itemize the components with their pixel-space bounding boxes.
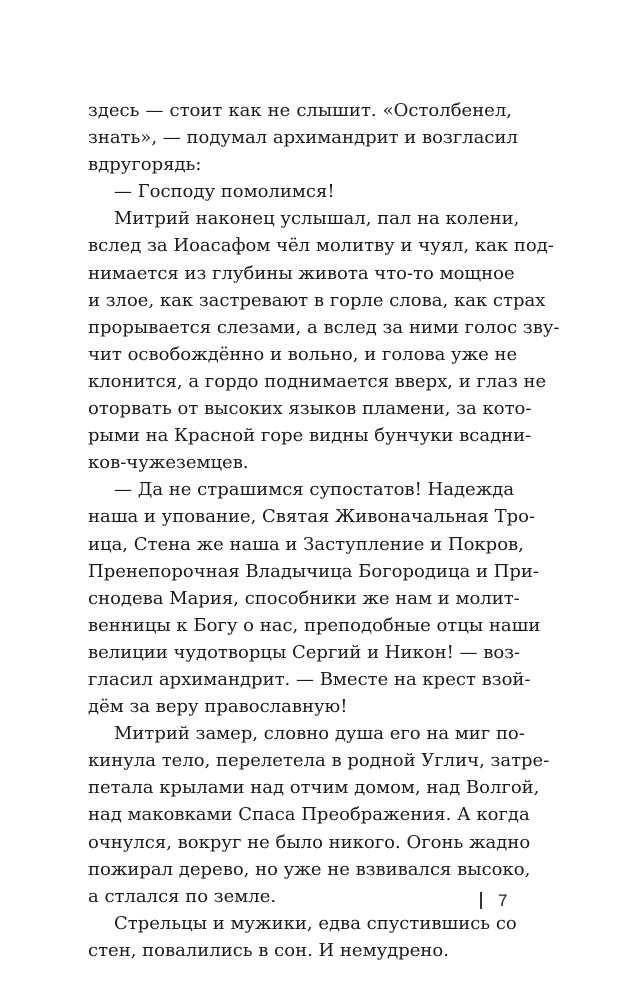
text-line: стен, повалились в сон. И немудрено. (88, 939, 449, 961)
folio-divider (480, 892, 482, 909)
text-line: дём за веру православную! (88, 696, 348, 718)
text-line: пожирал дерево, но уже не взвивался высоко, (88, 858, 531, 880)
text-line: Митрий наконец услышал, пал на колени, (114, 208, 520, 230)
text-line: — Господу помолимся! (114, 181, 335, 203)
text-line: чит освобождённо и вольно, и голова уже не (88, 343, 518, 365)
text-line: вслед за Иоасафом чёл молитву и чуял, как под- (88, 235, 554, 257)
text-line: — Да не страшимся супостатов! Надежда (114, 479, 515, 501)
text-line: рыми на Красной горе видны бунчуки всадни- (88, 425, 532, 447)
text-line: оторвать от высоких языков пламени, за кото- (88, 398, 532, 420)
text-line: петала крылами над отчим домом, над Волгой, (88, 777, 540, 799)
text-line: здесь — стоит как не слышит. «Остолбенел, (88, 100, 512, 121)
text-line: ков-чужеземцев. (88, 452, 249, 474)
text-line: венницы к Богу о нас, преподобные отцы наши (88, 614, 541, 636)
text-line: гласил архимандрит. — Вместе на крест взой- (88, 668, 531, 690)
text-line: прорывается слезами, а вслед за ними голос зву- (88, 316, 560, 338)
page-number: 7 (498, 891, 508, 910)
page-number-block (470, 889, 512, 913)
text-line: и злое, как застревают в горле слова, как страх (88, 289, 546, 311)
text-line: Пренепорочная Владычица Богородица и При- (88, 560, 539, 582)
text-line: наша и упование, Святая Живоначальная Тро- (88, 506, 536, 528)
text-line: нимается из глубины живота что-то мощное (88, 262, 515, 284)
text-line: ица, Стена же наша и Заступление и Покров, (88, 533, 524, 555)
text-line: очнулся, вокруг не было никого. Огонь жадно (88, 831, 531, 853)
text-line: Митрий замер, словно душа его на миг по- (114, 723, 525, 745)
text-line: а стлался по земле. (88, 885, 277, 907)
text-line: Стрельцы и мужики, едва спустившись со (114, 912, 517, 934)
text-line: вдругорядь: (88, 154, 202, 176)
page-body-text (88, 97, 560, 964)
text-line: клонится, а гордо поднимается вверх, и глаз не (88, 370, 547, 392)
text-line: снодева Мария, способники же нам и молит- (88, 587, 520, 609)
text-line: знать», — подумал архимандрит и возгласил (88, 127, 518, 149)
text-line: кинула тело, перелетела в родной Углич, затре- (88, 750, 550, 772)
text-line: велиции чудотворцы Сергий и Никон! — воз- (88, 641, 521, 663)
text-line: над маковками Спаса Преображения. А когда (88, 804, 530, 826)
